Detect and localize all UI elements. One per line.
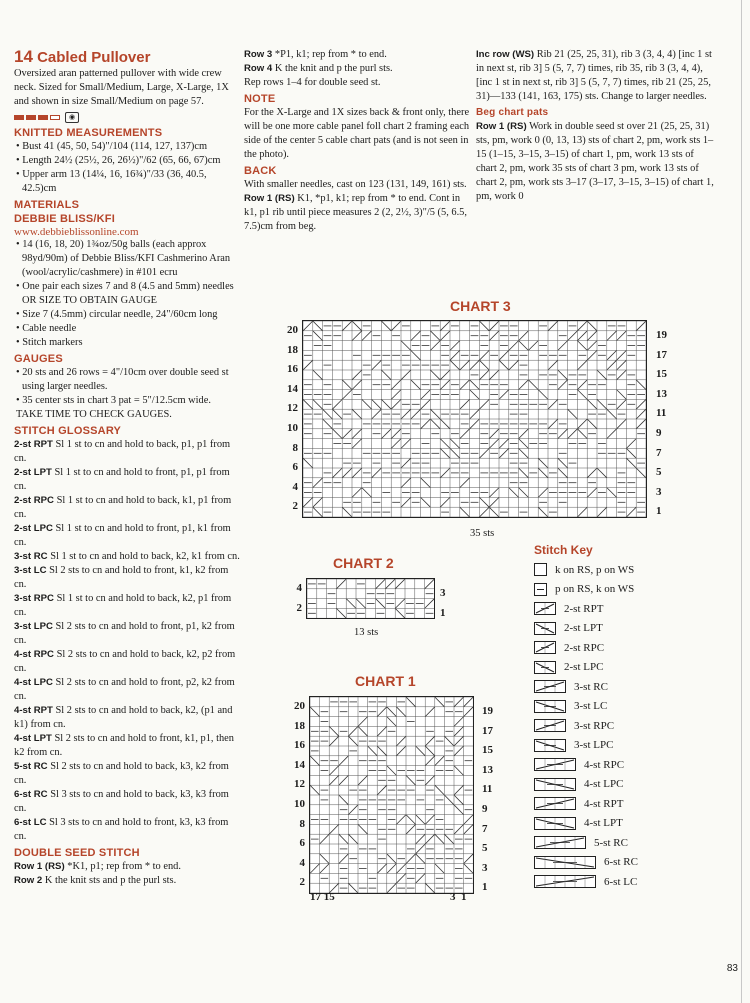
stitch-key-item — [534, 719, 614, 732]
gauge-item: • 20 sts and 26 rows = 4"/10cm over double seed st using larger needles. — [16, 367, 229, 392]
row-number-label: 8 — [299, 817, 305, 830]
stitch-key-item — [534, 875, 637, 888]
stitch-glossary-heading: STITCH GLOSSARY — [14, 425, 122, 437]
gauge-item: • 35 center sts in chart 3 pat = 5"/12.5cm wide. — [16, 395, 211, 406]
cable-icon — [534, 778, 576, 791]
row-number-label: 20 — [294, 700, 305, 712]
row-number-label: 17 — [482, 724, 493, 737]
stitch-key-item — [534, 661, 603, 674]
glossary-entry — [14, 760, 242, 788]
stitch-key-label: k on RS, p on WS — [555, 563, 635, 576]
row-number-label: 6 — [292, 461, 298, 474]
row-number-label: 16 — [287, 363, 298, 376]
gauge-item: TAKE TIME TO CHECK GAUGES. — [16, 409, 172, 420]
camera-icon: ◉ — [65, 112, 79, 123]
row-number-label: 5 — [482, 842, 488, 855]
glossary-term: 2-st RPC — [14, 495, 54, 506]
stitch-key-label: 6-st LC — [604, 875, 638, 888]
cable-icon — [534, 758, 576, 771]
glossary-entry — [14, 788, 242, 816]
knitted-measurements-heading: KNITTED MEASUREMENTS — [14, 127, 163, 139]
cable-icon — [534, 602, 556, 615]
cable-icon — [534, 661, 556, 674]
row-number-label: 18 — [287, 343, 298, 356]
chart1-bottom-right-label: 3 1 — [450, 891, 467, 903]
glossary-entry — [14, 816, 242, 844]
glossary-term: 6-st LC — [14, 817, 47, 828]
measurement-item: • Bust 41 (45, 50, 54)"/104 (114, 127, 137)cm — [16, 141, 208, 152]
row-number-label: 13 — [656, 387, 667, 400]
cable-icon — [534, 641, 556, 654]
glossary-term: 6-st RC — [14, 789, 48, 800]
row-number-label: 2 — [296, 601, 302, 614]
glossary-definition: Sl 1 st to cn and hold to front, p1, p1 from cn. — [14, 467, 230, 492]
stitch-key-item — [534, 583, 634, 596]
stitch-key-item — [534, 797, 623, 810]
row-number-label: 10 — [287, 422, 298, 434]
stitch-key-item — [534, 856, 638, 869]
stitch-key-label: 3-st LC — [574, 700, 608, 712]
glossary-entry — [14, 648, 242, 676]
cable-icon — [534, 856, 596, 869]
cable-icon — [534, 739, 566, 752]
stitch-key-label: 2-st RPT — [564, 602, 604, 615]
row-number-label: 19 — [656, 329, 667, 341]
cable-icon — [534, 622, 556, 635]
stitch-key-item — [534, 602, 603, 615]
glossary-term: 5-st RC — [14, 761, 48, 772]
glossary-term: 3-st RPC — [14, 593, 54, 604]
stitch-key-label: 4-st LPT — [584, 817, 623, 829]
row-number-label: 19 — [482, 705, 493, 717]
beg-chart-heading: Beg chart pats — [476, 107, 549, 118]
glossary-definition: Sl 1 st to cn and hold to back, k2, k1 from cn. — [50, 551, 240, 562]
note-text: For the X-Large and 1X sizes back & front only, there will be one more cable panel foll chart 2 framing each side of the center 5 cable chart pats (and is not seen in the photo). — [244, 107, 470, 160]
material-item: • 14 (16, 18, 20) 1¾oz/50g balls (each approx 98yd/90m) of Debbie Bliss/KFI Cashmerino Aran (wool/acrylic/cashmere) in #101 ecru — [16, 239, 231, 278]
row-number-label: 6 — [299, 837, 305, 850]
inc-row: Inc row (WS) Rib 21 (25, 25, 31), rib 3 (3, 4, 4) [inc 1 st in next st, rib 3] 5 (5, 7, 7) times, rib 35, rib 3 (3, 4, 4), [inc 1 st in next st, rib 3] 5 (5, 7, 7) times, rib 21 (25, 25, 31)—133 (141, 163, 175) sts. Change to larger needles. — [476, 49, 712, 102]
glossary-entry — [14, 564, 242, 592]
back-text: With smaller needles, cast on 123 (131, 149, 161) sts. — [244, 179, 467, 190]
material-item: • One pair each sizes 7 and 8 (4.5 and 5mm) needles OR SIZE TO OBTAIN GAUGE — [16, 281, 234, 306]
measurement-item: • Upper arm 13 (14¼, 16, 16¾)"/33 (36, 40.5, 42.5)cm — [16, 169, 207, 194]
glossary-term: 4-st LPC — [14, 677, 53, 688]
chart1-title: CHART 1 — [355, 673, 416, 689]
glossary-term: 4-st RPC — [14, 649, 54, 660]
row-number-label: 4 — [292, 480, 298, 493]
stitch-key-item — [534, 700, 607, 713]
row-number-label: 8 — [292, 441, 298, 454]
beg-chart-row1: Row 1 (RS) Work in double seed st over 21 (25, 25, 31) sts, pm, work 0 (0, 13, 13) sts of chart 2, pm, work sts 1–15 (1–15, 3–15, 3–15) of chart 1, pm, work 13 sts of chart 2, pm, work 35 sts of chart 3 pm, work 13 sts of chart 2, pm, work sts 3–17 (3–17, 3–15, 3–15) of chart 1, pm, work 0 — [476, 121, 714, 202]
material-item: • Size 7 (4.5mm) circular needle, 24"/60cm long — [16, 309, 218, 320]
stitch-key-label: 2-st RPC — [564, 641, 605, 654]
page-edge-rule — [741, 0, 742, 1003]
column-2 — [244, 48, 472, 234]
materials-list — [14, 238, 242, 350]
glossary-entry — [14, 620, 242, 648]
glossary-definition: Sl 2 sts to cn and hold to front, k1, k2 from cn. — [14, 565, 229, 590]
chart2-title: CHART 2 — [333, 555, 394, 571]
row-number-label: 9 — [482, 803, 488, 815]
glossary-entry — [14, 592, 242, 620]
glossary-entry — [14, 676, 242, 704]
cable-icon — [534, 719, 566, 732]
stitch-key-item — [534, 817, 623, 830]
glossary-term: 2-st LPC — [14, 523, 53, 534]
row-number-label: 4 — [299, 856, 305, 869]
glossary-definition: Sl 2 sts to cn and hold to back, k2, p2 from cn. — [14, 649, 236, 674]
row-number-label: 7 — [656, 446, 662, 459]
cable-icon — [534, 700, 566, 713]
glossary-entry — [14, 522, 242, 550]
row-number-label: 3 — [656, 485, 662, 498]
chart1-bottom-left-label: 17 15 — [310, 891, 335, 903]
back-row1: Row 1 (RS) K1, *p1, k1; rep from * to end. Cont in k1, p1 rib until piece measures 2 (2, 2½, 3)"/5 (5, 6.5, 7.5)cm from beg. — [244, 193, 467, 232]
glossary-term: 3-st LPC — [14, 621, 53, 632]
row-number-label: 17 — [656, 348, 667, 361]
glossary-definition: Sl 2 sts to cn and hold to front, k1, p1, then k2 from cn. — [14, 733, 234, 758]
row-number-label: 7 — [482, 822, 488, 835]
stitch-key-label: 4-st RPC — [584, 758, 625, 771]
row-number-label: 1 — [656, 505, 662, 518]
row-number-label: 20 — [287, 324, 298, 336]
glossary-definition: Sl 1 st to cn and hold to front, p1, k1 from cn. — [14, 523, 231, 548]
glossary-definition: Sl 2 sts to cn and hold to front, p1, k2 from cn. — [14, 621, 235, 646]
page-number: 83 — [726, 963, 738, 974]
row-number-label: 3 — [440, 587, 446, 599]
stitch-key-label: 4-st LPC — [584, 778, 624, 790]
stitch-key-label: 6-st RC — [604, 856, 638, 868]
glossary-entry — [14, 494, 242, 522]
stitch-key-label: 3-st LPC — [574, 739, 614, 751]
glossary-entry — [14, 466, 242, 494]
row-number-label: 5 — [656, 466, 662, 479]
row-number-label: 16 — [294, 739, 305, 752]
glossary-entry — [14, 550, 242, 564]
glossary-definition: Sl 2 sts to cn and hold to back, k3, k2 from cn. — [14, 761, 229, 786]
glossary-definition: Sl 3 sts to cn and hold to back, k3, k3 from cn. — [14, 789, 229, 814]
gauges-heading: GAUGES — [14, 353, 63, 365]
cable-icon — [534, 680, 566, 693]
chart2-caption: 13 sts — [354, 627, 379, 638]
row-number-label: 15 — [656, 368, 667, 381]
stitch-key-title: Stitch Key — [534, 543, 593, 557]
stitch-key-item — [534, 836, 628, 849]
stitch-key-item — [534, 641, 604, 654]
glossary-definition: Sl 3 sts to cn and hold to front, k3, k3 from cn. — [14, 817, 229, 842]
stitch-key-label: 2-st LPC — [564, 661, 604, 673]
glossary-entry — [14, 732, 242, 760]
glossary-term: 3-st LC — [14, 565, 47, 576]
stitch-key-item — [534, 758, 624, 771]
cable-icon — [534, 875, 596, 888]
stitch-key-item — [534, 622, 603, 635]
intro-text: Oversized aran patterned pullover with wide crew neck. Sized for Small/Medium, Large, X-Large, 1X and shown in size Small/Medium on page 57. — [14, 68, 229, 107]
double-seed-row1: Row 1 (RS) *K1, p1; rep from * to end. — [14, 861, 181, 872]
cable-icon — [534, 836, 586, 849]
glossary-term: 4-st RPT — [14, 705, 53, 716]
stitch-key-label: 4-st RPT — [584, 797, 624, 810]
row-number-label: 13 — [482, 763, 493, 776]
stitch-key-item — [534, 563, 634, 576]
stitch-key-label: 3-st RPC — [574, 719, 615, 732]
row-number-label: 2 — [292, 500, 298, 513]
glossary-entry — [14, 704, 242, 732]
pattern-name: Cabled Pullover — [37, 49, 151, 66]
note-heading: NOTE — [244, 93, 276, 105]
row-number-label: 3 — [482, 861, 488, 874]
chart3-grid — [302, 320, 647, 518]
pattern-title — [14, 48, 242, 67]
stitch-key-label: 5-st RC — [594, 836, 628, 849]
double-seed-row3: Row 3 *P1, k1; rep from * to end. — [244, 49, 387, 60]
row-number-label: 11 — [482, 783, 493, 796]
glossary-term: 4-st LPT — [14, 733, 52, 744]
row-number-label: 14 — [294, 758, 305, 771]
glossary-definition: Sl 1 st to cn and hold to back, k1, p1 from cn. — [14, 495, 232, 520]
row-number-label: 12 — [294, 778, 305, 791]
glossary-definition: Sl 1 st to cn and hold to back, p1, p1 from cn. — [14, 439, 231, 464]
stitch-key-item — [534, 778, 623, 791]
row-number-label: 18 — [294, 719, 305, 732]
row-number-label: 9 — [656, 427, 662, 439]
stitch-key-label: p on RS, k on WS — [555, 583, 635, 595]
stitch-glossary-list — [14, 438, 242, 844]
row-number-label: 10 — [294, 798, 305, 810]
glossary-term: 2-st LPT — [14, 467, 52, 478]
double-seed-heading: DOUBLE SEED STITCH — [14, 847, 140, 859]
material-item: • Cable needle — [16, 323, 77, 334]
row-number-label: 12 — [287, 402, 298, 415]
row-number-label: 14 — [287, 382, 298, 395]
materials-heading: MATERIALS — [14, 199, 80, 211]
stitch-key-item — [534, 739, 613, 752]
gauges-list — [14, 366, 242, 422]
pattern-number: 14 — [14, 47, 33, 66]
glossary-term: 3-st RC — [14, 551, 48, 562]
row-number-label: 1 — [440, 606, 446, 619]
purl-icon — [534, 583, 547, 596]
materials-brand: DEBBIE BLISS/KFI — [14, 213, 115, 225]
cable-icon — [534, 797, 576, 810]
double-seed-rep: Rep rows 1–4 for double seed st. — [244, 77, 381, 88]
stitch-key-item — [534, 680, 608, 693]
chart2-grid — [306, 578, 435, 619]
row-number-label: 4 — [296, 582, 302, 594]
row-number-label: 11 — [656, 407, 667, 420]
measurement-item: • Length 24½ (25½, 26, 26½)"/62 (65, 66, 67)cm — [16, 155, 221, 166]
chart1-grid — [309, 696, 474, 894]
row-number-label: 15 — [482, 744, 493, 757]
stitch-key-label: 2-st LPT — [564, 622, 603, 634]
glossary-definition: Sl 2 sts to cn and hold to front, p2, k2 from cn. — [14, 677, 235, 702]
column-1 — [14, 48, 242, 888]
chart3-title: CHART 3 — [450, 298, 511, 314]
back-heading: BACK — [244, 165, 277, 177]
brand-url-link[interactable]: www.debbieblissonline.com — [14, 226, 139, 238]
row-number-label: 2 — [299, 876, 305, 889]
skill-level-indicator — [14, 110, 242, 124]
glossary-term: 2-st RPT — [14, 439, 53, 450]
knit-icon — [534, 563, 547, 576]
chart3-caption: 35 sts — [470, 528, 495, 539]
glossary-entry — [14, 438, 242, 466]
double-seed-row4: Row 4 K the knit and p the purl sts. — [244, 63, 393, 74]
glossary-definition: Sl 1 st to cn and hold to back, k2, p1 from cn. — [14, 593, 232, 618]
row-number-label: 1 — [482, 881, 488, 894]
glossary-definition: Sl 2 sts to cn and hold to back, k2, (p1 and k1) from cn. — [14, 705, 233, 730]
material-item: • Stitch markers — [16, 337, 83, 348]
cable-icon — [534, 817, 576, 830]
double-seed-row2: Row 2 K the knit sts and p the purl sts. — [14, 875, 177, 886]
column-3 — [476, 48, 716, 204]
stitch-key-label: 3-st RC — [574, 680, 608, 693]
knitted-measurements-list — [14, 140, 242, 196]
